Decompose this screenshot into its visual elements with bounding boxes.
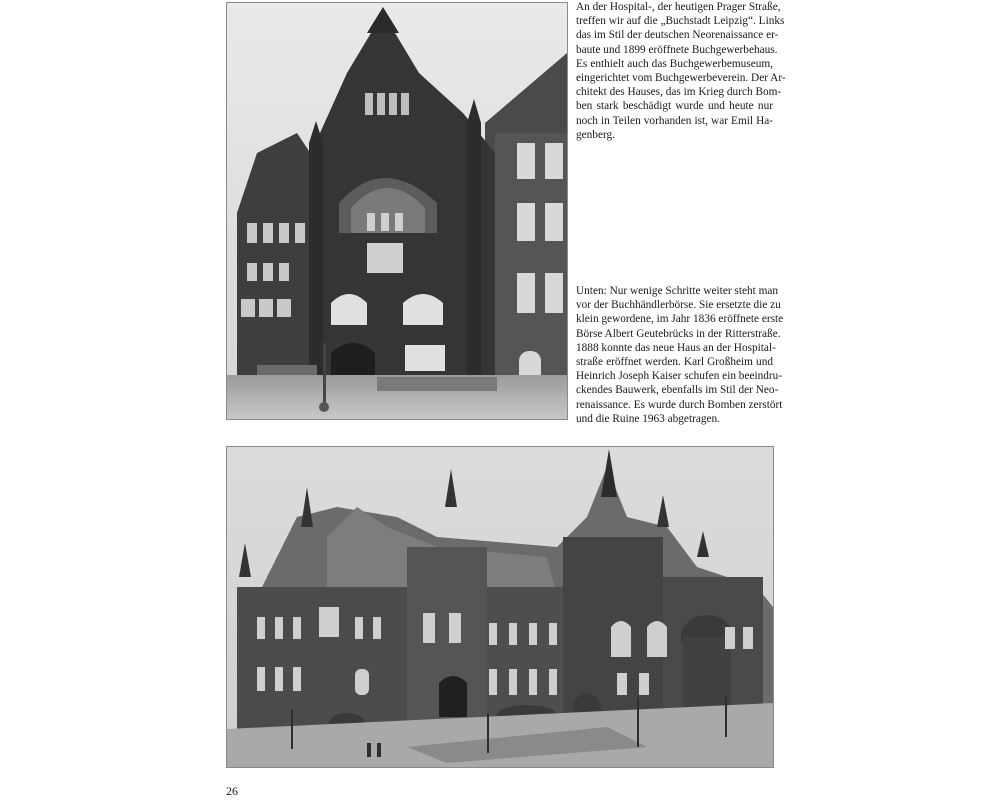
caption-line: noch in Teilen vorhanden ist, war Emil Ha- — [576, 114, 773, 127]
caption-line: renaissance. Es wurde durch Bomben zerstört — [576, 398, 783, 411]
photo-buchgewerbehaus — [226, 2, 568, 420]
caption-line: eingerichtet vom Buchgewerbeverein. Der Ar- — [576, 72, 786, 85]
caption-line: das im Stil der deutschen Neorenaissance er- — [576, 29, 779, 42]
caption-line: Unten: Nur wenige Schritte weiter steht man — [576, 285, 779, 297]
caption-line: Börse Albert Geutebrücks in der Ritterstraße. — [576, 327, 781, 340]
caption-line: Es enthielt auch das Buchgewerbemuseum, — [576, 57, 773, 70]
photo-buchgewerbehaus-image — [227, 3, 567, 419]
caption-line: vor der Buchhändlerbörse. Sie ersetzte die zu — [576, 299, 781, 312]
photo-buchhaendlerboerse-image — [227, 447, 773, 767]
caption-line: treffen wir auf die „Buchstadt Leipzig“. Links — [576, 15, 785, 28]
caption-line: baute und 1899 eröffnete Buchgewerbehaus. — [576, 43, 778, 56]
caption-line: genberg. — [576, 128, 616, 141]
caption-line: straße eröffnet werden. Karl Großheim und — [576, 356, 773, 369]
photo-buchhaendlerboerse — [226, 446, 774, 768]
caption-line: chitekt des Hauses, das im Krieg durch Bom- — [576, 86, 782, 99]
caption-line: und die Ruine 1963 abgetragen. — [576, 412, 720, 425]
caption-line: ckendes Bauwerk, ebenfalls im Stil der Neo- — [576, 384, 779, 397]
caption-buchgewerbehaus — [576, 0, 786, 142]
caption-buchhaendlerboerse — [576, 284, 784, 426]
caption-line: Heinrich Joseph Kaiser schufen ein beeindru- — [576, 370, 783, 383]
caption-line: ben stark beschädigt wurde und heute nur — [576, 100, 773, 113]
caption-line: 1888 konnte das neue Haus an der Hospital- — [576, 341, 776, 354]
caption-line: klein gewordene, im Jahr 1836 eröffnete erste — [576, 313, 784, 326]
caption-line: An der Hospital-, der heutigen Prager Straße, — [576, 1, 781, 13]
page-number: 26 — [226, 784, 238, 798]
